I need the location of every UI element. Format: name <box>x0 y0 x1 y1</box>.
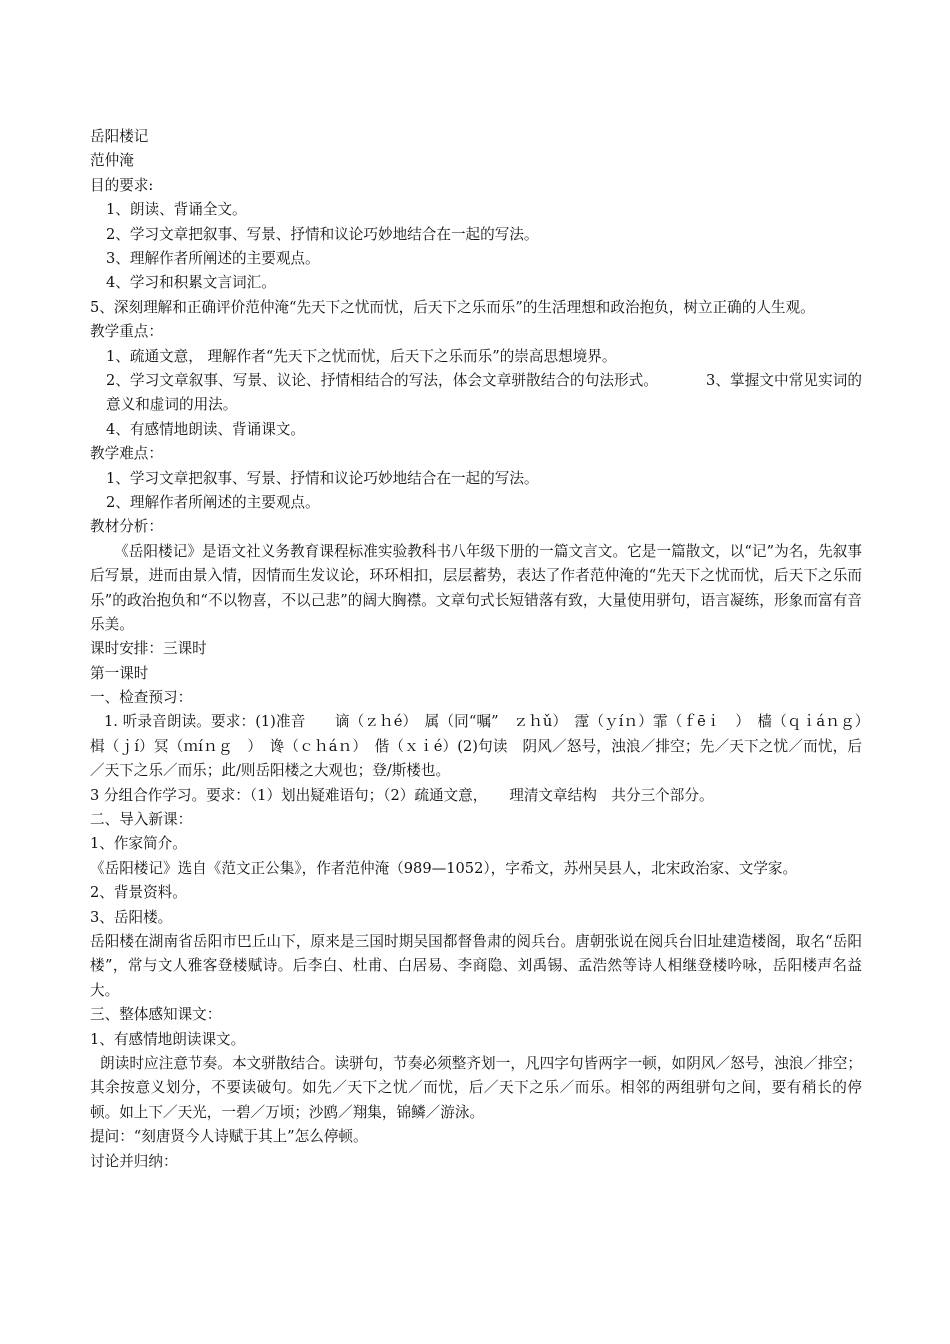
question-text: 提问：“刻唐贤今人诗赋于其上”怎么停顿。 <box>90 1128 368 1146</box>
goals-heading: 目的要求: <box>90 176 154 194</box>
schedule: 课时安排：三课时 <box>90 640 207 658</box>
goal-item-5: 5、深刻理解和正确评价范仲淹“先天下之忧而忧，后天下之乐而乐”的生活理想和政治抱负，树立正确的人生观。 <box>90 298 815 316</box>
key-point-1: 1、疏通文意， 理解作者“先天下之忧而忧，后天下之乐而乐”的崇高思想境界。 <box>106 347 617 365</box>
background-heading: 2、背景资料。 <box>90 884 187 902</box>
author-heading: 1、作家简介。 <box>90 835 187 853</box>
overall-heading: 三、整体感知课文： <box>90 1006 222 1024</box>
preview-item-3: 3 分组合作学习。要求：（1）划出疑难语句；（2）疏通文意， 理清文章结构 共分三个部分。 <box>90 786 714 804</box>
key-point-3: 3、掌握文中常见实词的意义和虚词的用法。 <box>106 371 862 414</box>
difficulties-heading: 教学难点： <box>90 445 163 463</box>
key-point-2-3 <box>90 369 862 418</box>
goal-item-1: 1、朗读、背诵全文。 <box>106 201 247 219</box>
analysis-heading: 教材分析： <box>90 518 163 536</box>
goal-item-4: 4、学习和积累文言词汇。 <box>106 274 276 292</box>
goal-item-2: 2、学习文章把叙事、写景、抒情和议论巧妙地结合在一起的写法。 <box>106 225 539 243</box>
preview-heading: 一、检查预习： <box>90 689 193 707</box>
tower-text: 岳阳楼在湖南省岳阳市巴丘山下，原来是三国时期吴国都督鲁肃的阅兵台。唐朝张说在阅兵台旧址建造楼阁，取名“岳阳楼”，常与文人雅客登楼赋诗。后李白、杜甫、白居易、李商隐、刘禹锡、孟浩然等诗人相继登楼吟咏，岳阳楼声名益大。 <box>90 933 862 999</box>
preview-item-1 <box>90 710 877 783</box>
discuss-text: 讨论并归纳： <box>90 1152 178 1170</box>
analysis-text <box>90 540 862 638</box>
goal-item-3: 3、理解作者所阐述的主要观点。 <box>106 249 320 267</box>
read-heading: 1、有感情地朗读课文。 <box>90 1030 246 1048</box>
intro-heading: 二、导入新课： <box>90 811 193 829</box>
lesson-1-heading: 第一课时 <box>90 664 149 682</box>
document-page <box>90 125 877 1174</box>
key-points-heading: 教学重点： <box>90 323 163 341</box>
tower-heading: 3、岳阳楼。 <box>90 908 173 926</box>
key-point-2: 2、学习文章叙事、写景、议论、抒情相结合的写法，体会文章骈散结合的句法形式。 <box>106 371 659 389</box>
analysis-body: 《岳阳楼记》是语文社义务教育课程标准实验教科书八年级下册的一篇文言文。它是一篇散文，以“记”为名，先叙事后写景，进而由景入情，因情而生发议论，环环相扣，层层蓄势，表达了作者范仲淹的“先天下之忧而忧，后天下之乐而乐”的政治抱负和“不以物喜，不以己悲”的阔大胸襟。文章句式长短错落有致，大量使用骈句，语言凝练，形象而富有音乐美。 <box>90 542 862 633</box>
document-author: 范仲淹 <box>90 152 134 170</box>
difficulty-2: 2、理解作者所阐述的主要观点。 <box>106 493 320 511</box>
difficulty-1: 1、学习文章把叙事、写景、抒情和议论巧妙地结合在一起的写法。 <box>106 469 539 487</box>
key-point-4: 4、有感情地朗读、背诵课文。 <box>106 420 306 438</box>
read-text <box>90 1052 862 1125</box>
preview-item-1-text: 1. 听录音朗读。要求：(1)准音 谪（ｚｈé） 属（同“嘱” ｚｈǔ） 霪（ｙíｎ）霏（ｆēｉ ） 樯（ｑｉáｎｇ） 楫（ｊí）冥（ｍíｎｇ ） 谗（ｃｈáｎ） 偕（ｘｉé）(2)句读 阴风／怒号，浊浪／排空；先／天下之忧／而忧，后／天下之乐／而乐；此/则岳阳楼之大观也；登/斯楼也。 <box>90 713 877 780</box>
document-title: 岳阳楼记 <box>90 128 149 145</box>
author-text: 《岳阳楼记》选自《范文正公集》，作者范仲淹（989—1052），字希文，苏州吴县人，北宋政治家、文学家。 <box>90 859 798 877</box>
read-text-body: 朗读时应注意节奏。本文骈散结合。读骈句，节奏必须整齐划一，凡四字句皆两字一顿，如阴风／怒号，浊浪／排空；其余按意义划分，不要读破句。如先／天下之忧／而忧，后／天下之乐／而乐。相邻的两组骈句之间，要有稍长的停顿。如上下／天光，一碧／万顷；沙鸥／翔集，锦鳞／游泳。 <box>90 1055 862 1121</box>
